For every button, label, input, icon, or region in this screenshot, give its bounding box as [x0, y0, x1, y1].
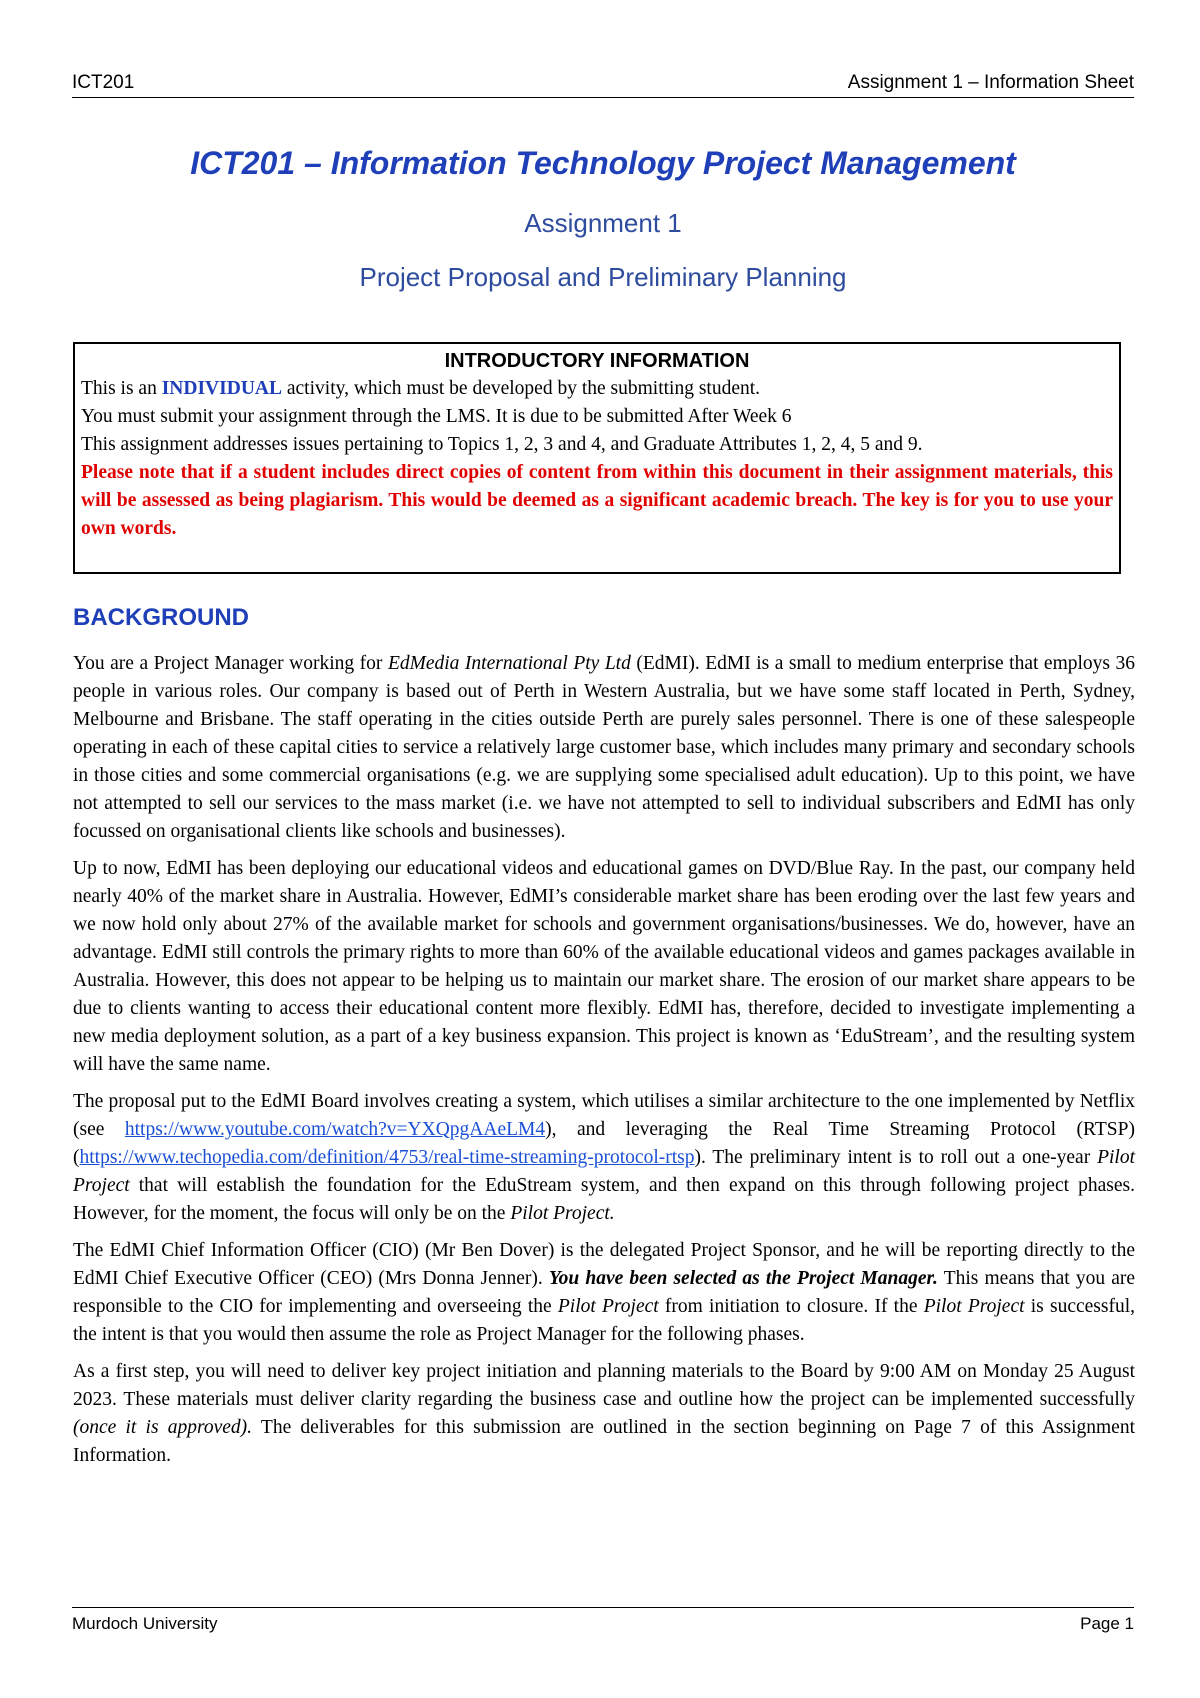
background-heading: BACKGROUND: [73, 604, 249, 631]
paragraph-text: (EdMI). EdMI is a small to medium enterprise that employs 36 people in various roles. Our company is based out of Perth in Western Australia, but we have some staff located in Perth, Sydney, Melbourne and Brisbane. The staff operating in the cities outside Perth are purely sales personnel. There is one of these salespeople operating in each of these capital cities to service a relatively large customer base, which includes many primary and secondary schools in those cities and some commercial organisations (e.g. we are supplying some specialised adult education). Up to this point, we have not attempted to sell our services to the mass market (i.e. we have not attempted to sell to individual subscribers and EdMI has only focussed on organisational clients like schools and businesses).: [73, 653, 1136, 842]
intro-text: activity, which must be developed by the submitting student.: [282, 378, 761, 399]
background-paragraph-4: [73, 1237, 1135, 1349]
pilot-project-term: Pilot Project.: [510, 1203, 615, 1224]
background-paragraph-2: Up to now, EdMI has been deploying our educational videos and educational games on DVD/Blue Ray. In the past, our company held nearly 40% of the market share in Australia. However, EdMI’s considerable market share has been eroding over the last few years and we now hold only about 27% of the available market for schools and government organisations/businesses. We do, however, have an advantage. EdMI still controls the primary rights to more than 60% of the available educational videos and games packages available in Australia. However, this does not appear to be helping us to maintain our market share. The erosion of our market share appears to be due to clients wanting to access their educational content more flexibly. EdMI has, therefore, decided to investigate implementing a new media deployment solution, as a part of a key business expansion. This project is known as ‘EduStream’, and the resulting system will have the same name.: [73, 858, 1135, 1075]
page-footer: [72, 1607, 1134, 1634]
background-paragraph-3: [73, 1088, 1135, 1228]
intro-heading: INTRODUCTORY INFORMATION: [444, 350, 750, 372]
footer-university: Murdoch University: [72, 1614, 218, 1633]
paragraph-text: is successful, the intent is that you would then assume the role as Project Manager for the following phases.: [73, 1296, 1135, 1345]
company-name: EdMedia International Pty Ltd: [387, 653, 631, 674]
approval-note: (once it is approved).: [73, 1417, 253, 1438]
individual-emphasis: INDIVIDUAL: [161, 378, 282, 399]
paragraph-text: You are a Project Manager working for: [73, 653, 388, 674]
intro-text: This is an: [81, 378, 162, 399]
document-title: ICT201 – Information Technology Project Management: [190, 145, 1016, 181]
paragraph-text: that will establish the foundation for the EduStream system, and then expand on this through following project phases. However, for the moment, the focus will only be on the: [73, 1175, 1135, 1224]
document-subtitle-assignment: Assignment 1: [524, 208, 682, 238]
pilot-project-term: Pilot Project: [557, 1296, 659, 1317]
intro-line-topics: This assignment addresses issues pertaining to Topics 1, 2, 3 and 4, and Graduate Attributes 1, 2, 4, 5 and 9.: [81, 434, 923, 455]
background-paragraph-1: [73, 650, 1135, 846]
document-subtitle-topic: Project Proposal and Preliminary Planning: [359, 262, 847, 292]
pilot-project-term: Pilot Project: [923, 1296, 1025, 1317]
project-manager-emphasis: You have been selected as the Project Manager.: [548, 1268, 938, 1289]
intro-line-submission: You must submit your assignment through the LMS. It is due to be submitted After Week 6: [81, 406, 792, 427]
background-body: [73, 650, 1135, 1479]
paragraph-text: As a first step, you will need to deliver key project initiation and planning materials to the Board by 9:00 AM on Monday 25 August 2023. These materials must deliver clarity regarding the business case and outline how the project can be implemented successfully: [73, 1361, 1135, 1410]
introductory-information-box: [73, 342, 1121, 574]
background-paragraph-5: [73, 1358, 1135, 1470]
paragraph-text: ). The preliminary intent is to roll out a one-year: [694, 1147, 1098, 1168]
header-course-code: ICT201: [72, 72, 135, 93]
paragraph-text: ), and leveraging the Real Time Streaming Protocol (RTSP) (: [73, 1119, 1135, 1168]
paragraph-text: The EdMI Chief Information Officer (CIO) (Mr Ben Dover) is the delegated Project Sponsor, and he will be reporting directly to the EdMI Chief Executive Officer (CEO) (Mrs Donna Jenner).: [73, 1240, 1135, 1289]
pilot-project-term: Pilot Project: [73, 1147, 1135, 1196]
plagiarism-warning: Please note that if a student includes direct copies of content from within this document in their assignment materials, this will be assessed as being plagiarism. This would be deemed as a significant academic breach. The key is for you to use your own words.: [81, 462, 1113, 539]
footer-page-number: Page 1: [1080, 1614, 1134, 1633]
rtsp-definition-link[interactable]: https://www.techopedia.com/definition/4753/real-time-streaming-protocol-rtsp: [79, 1147, 695, 1168]
paragraph-text: The proposal put to the EdMI Board involves creating a system, which utilises a similar architecture to the one implemented by Netflix (see: [73, 1091, 1135, 1140]
netflix-video-link[interactable]: https://www.youtube.com/watch?v=YXQpgAAeLM4: [124, 1119, 546, 1140]
paragraph-text: This means that you are responsible to the CIO for implementing and overseeing the: [73, 1268, 1136, 1317]
intro-line-individual: [81, 375, 1113, 403]
paragraph-text: from initiation to closure. If the: [658, 1296, 924, 1317]
page-header: [72, 72, 1134, 98]
paragraph-text: The deliverables for this submission are outlined in the section beginning on Page 7 of this Assignment Information.: [73, 1417, 1135, 1466]
header-doc-title: Assignment 1 – Information Sheet: [847, 72, 1134, 93]
